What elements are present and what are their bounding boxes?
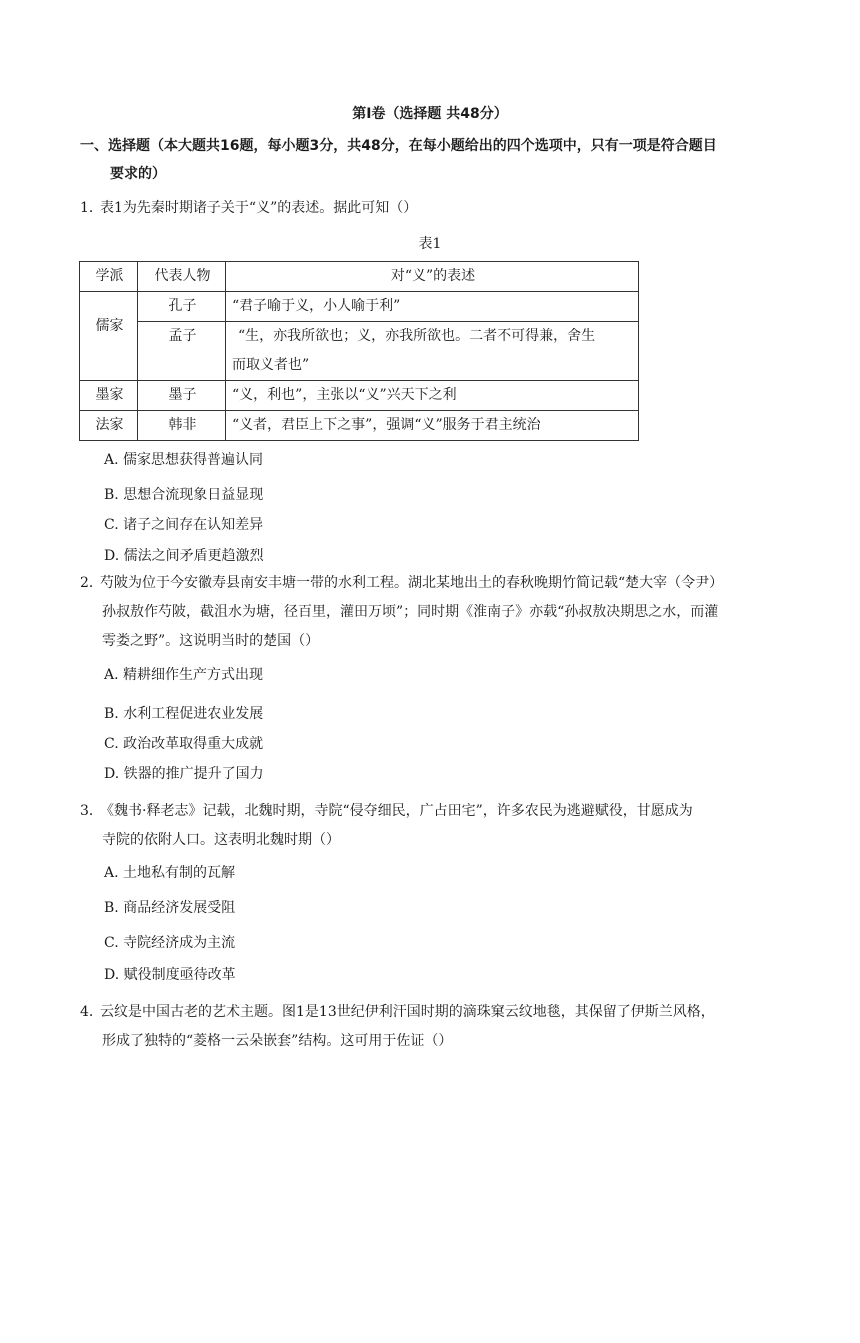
question-stem-line: 云纹是中国古老的艺术主题。图1是13世纪伊利汗国时期的滴珠窠云纹地毯，其保留了伊斯兰风格， bbox=[100, 1004, 715, 1020]
table-cell-text-line: 而取义者也” bbox=[232, 357, 310, 373]
option-c: C. 诸子之间存在认知差异 bbox=[104, 517, 264, 533]
section-heading-line1: 一、选择题（本大题共16题，每小题3分，共48分，在每小题给出的四个选项中，只有一项是符合题目 bbox=[80, 138, 717, 154]
exam-part-title: 第Ⅰ卷（选择题 共48分） bbox=[352, 106, 508, 122]
table-cell-school: 法家 bbox=[80, 411, 138, 441]
table-header-cell: 学派 bbox=[80, 262, 138, 292]
question-stem-line: 寺院的依附人口。这表明北魏时期（） bbox=[102, 832, 340, 848]
table-caption: 表1 bbox=[418, 236, 442, 252]
table-cell-text bbox=[226, 322, 639, 381]
option-d: D. 铁器的推广提升了国力 bbox=[104, 766, 264, 782]
table-header-cell: 对“义”的表述 bbox=[226, 262, 639, 292]
option-a: A. 儒家思想获得普遍认同 bbox=[104, 452, 264, 468]
question-stem-line: 雩娄之野”。这说明当时的楚国（） bbox=[102, 633, 320, 649]
table-cell-school: 墨家 bbox=[80, 381, 138, 411]
section-heading-line2: 要求的） bbox=[110, 166, 166, 182]
option-b: B. 商品经济发展受阻 bbox=[104, 900, 236, 916]
question-2 bbox=[80, 569, 790, 656]
option-d: D. 儒法之间矛盾更趋激烈 bbox=[104, 548, 264, 564]
option-b: B. 水利工程促进农业发展 bbox=[104, 706, 264, 722]
question-number: 3． bbox=[80, 803, 103, 819]
option-d: D. 赋役制度亟待改革 bbox=[104, 967, 236, 983]
question-1 bbox=[80, 194, 790, 223]
question-number: 2． bbox=[80, 575, 103, 591]
question-number: 4． bbox=[80, 1004, 103, 1020]
option-a: A. 精耕细作生产方式出现 bbox=[104, 667, 264, 683]
table-cell-person: 孟子 bbox=[138, 322, 226, 381]
option-c: C. 寺院经济成为主流 bbox=[104, 935, 236, 951]
table-row bbox=[80, 381, 639, 411]
table-1 bbox=[79, 261, 639, 441]
table-cell-text: “君子喻于义，小人喻于利” bbox=[226, 292, 639, 322]
table-cell-text-line: “生，亦我所欲也；义，亦我所欲也。二者不可得兼，舍生 bbox=[238, 328, 596, 344]
table-header-row bbox=[80, 262, 639, 292]
question-number: 1． bbox=[80, 200, 103, 216]
table-cell-text: “义者，君臣上下之事”，强调“义”服务于君主统治 bbox=[226, 411, 639, 441]
table-cell-person: 孔子 bbox=[138, 292, 226, 322]
question-4 bbox=[80, 998, 790, 1056]
question-stem-line: 孙叔敖作芍陂，截沮水为塘，径百里，灌田万顷”；同时期《淮南子》亦载“孙叔敖决期思之水，而灌 bbox=[102, 604, 719, 620]
table-cell-text: “义，利也”，主张以“义”兴天下之利 bbox=[226, 381, 639, 411]
question-3 bbox=[80, 797, 790, 855]
question-stem-line: 芍陂为位于今安徽寿县南安丰塘一带的水利工程。湖北某地出土的春秋晚期竹简记载“楚大宰（令尹） bbox=[100, 575, 724, 591]
question-stem-line: 表1为先秦时期诸子关于“义”的表述。据此可知（） bbox=[100, 200, 418, 216]
table-cell-school: 儒家 bbox=[80, 292, 138, 381]
option-b: B. 思想合流现象日益显现 bbox=[104, 487, 264, 503]
table-cell-person: 墨子 bbox=[138, 381, 226, 411]
question-stem-line: 形成了独特的“菱格一云朵嵌套”结构。这可用于佐证（） bbox=[102, 1033, 453, 1049]
question-stem-line: 《魏书·释老志》记载，北魏时期，寺院“侵夺细民，广占田宅”，许多农民为逃避赋役，甘愿成为 bbox=[100, 803, 693, 819]
table-cell-person: 韩非 bbox=[138, 411, 226, 441]
table-row bbox=[80, 322, 639, 381]
option-c: C. 政治改革取得重大成就 bbox=[104, 736, 264, 752]
option-a: A. 土地私有制的瓦解 bbox=[104, 865, 236, 881]
table-row bbox=[80, 411, 639, 441]
table-header-cell: 代表人物 bbox=[138, 262, 226, 292]
section-heading bbox=[80, 132, 790, 188]
table-row bbox=[80, 292, 639, 322]
